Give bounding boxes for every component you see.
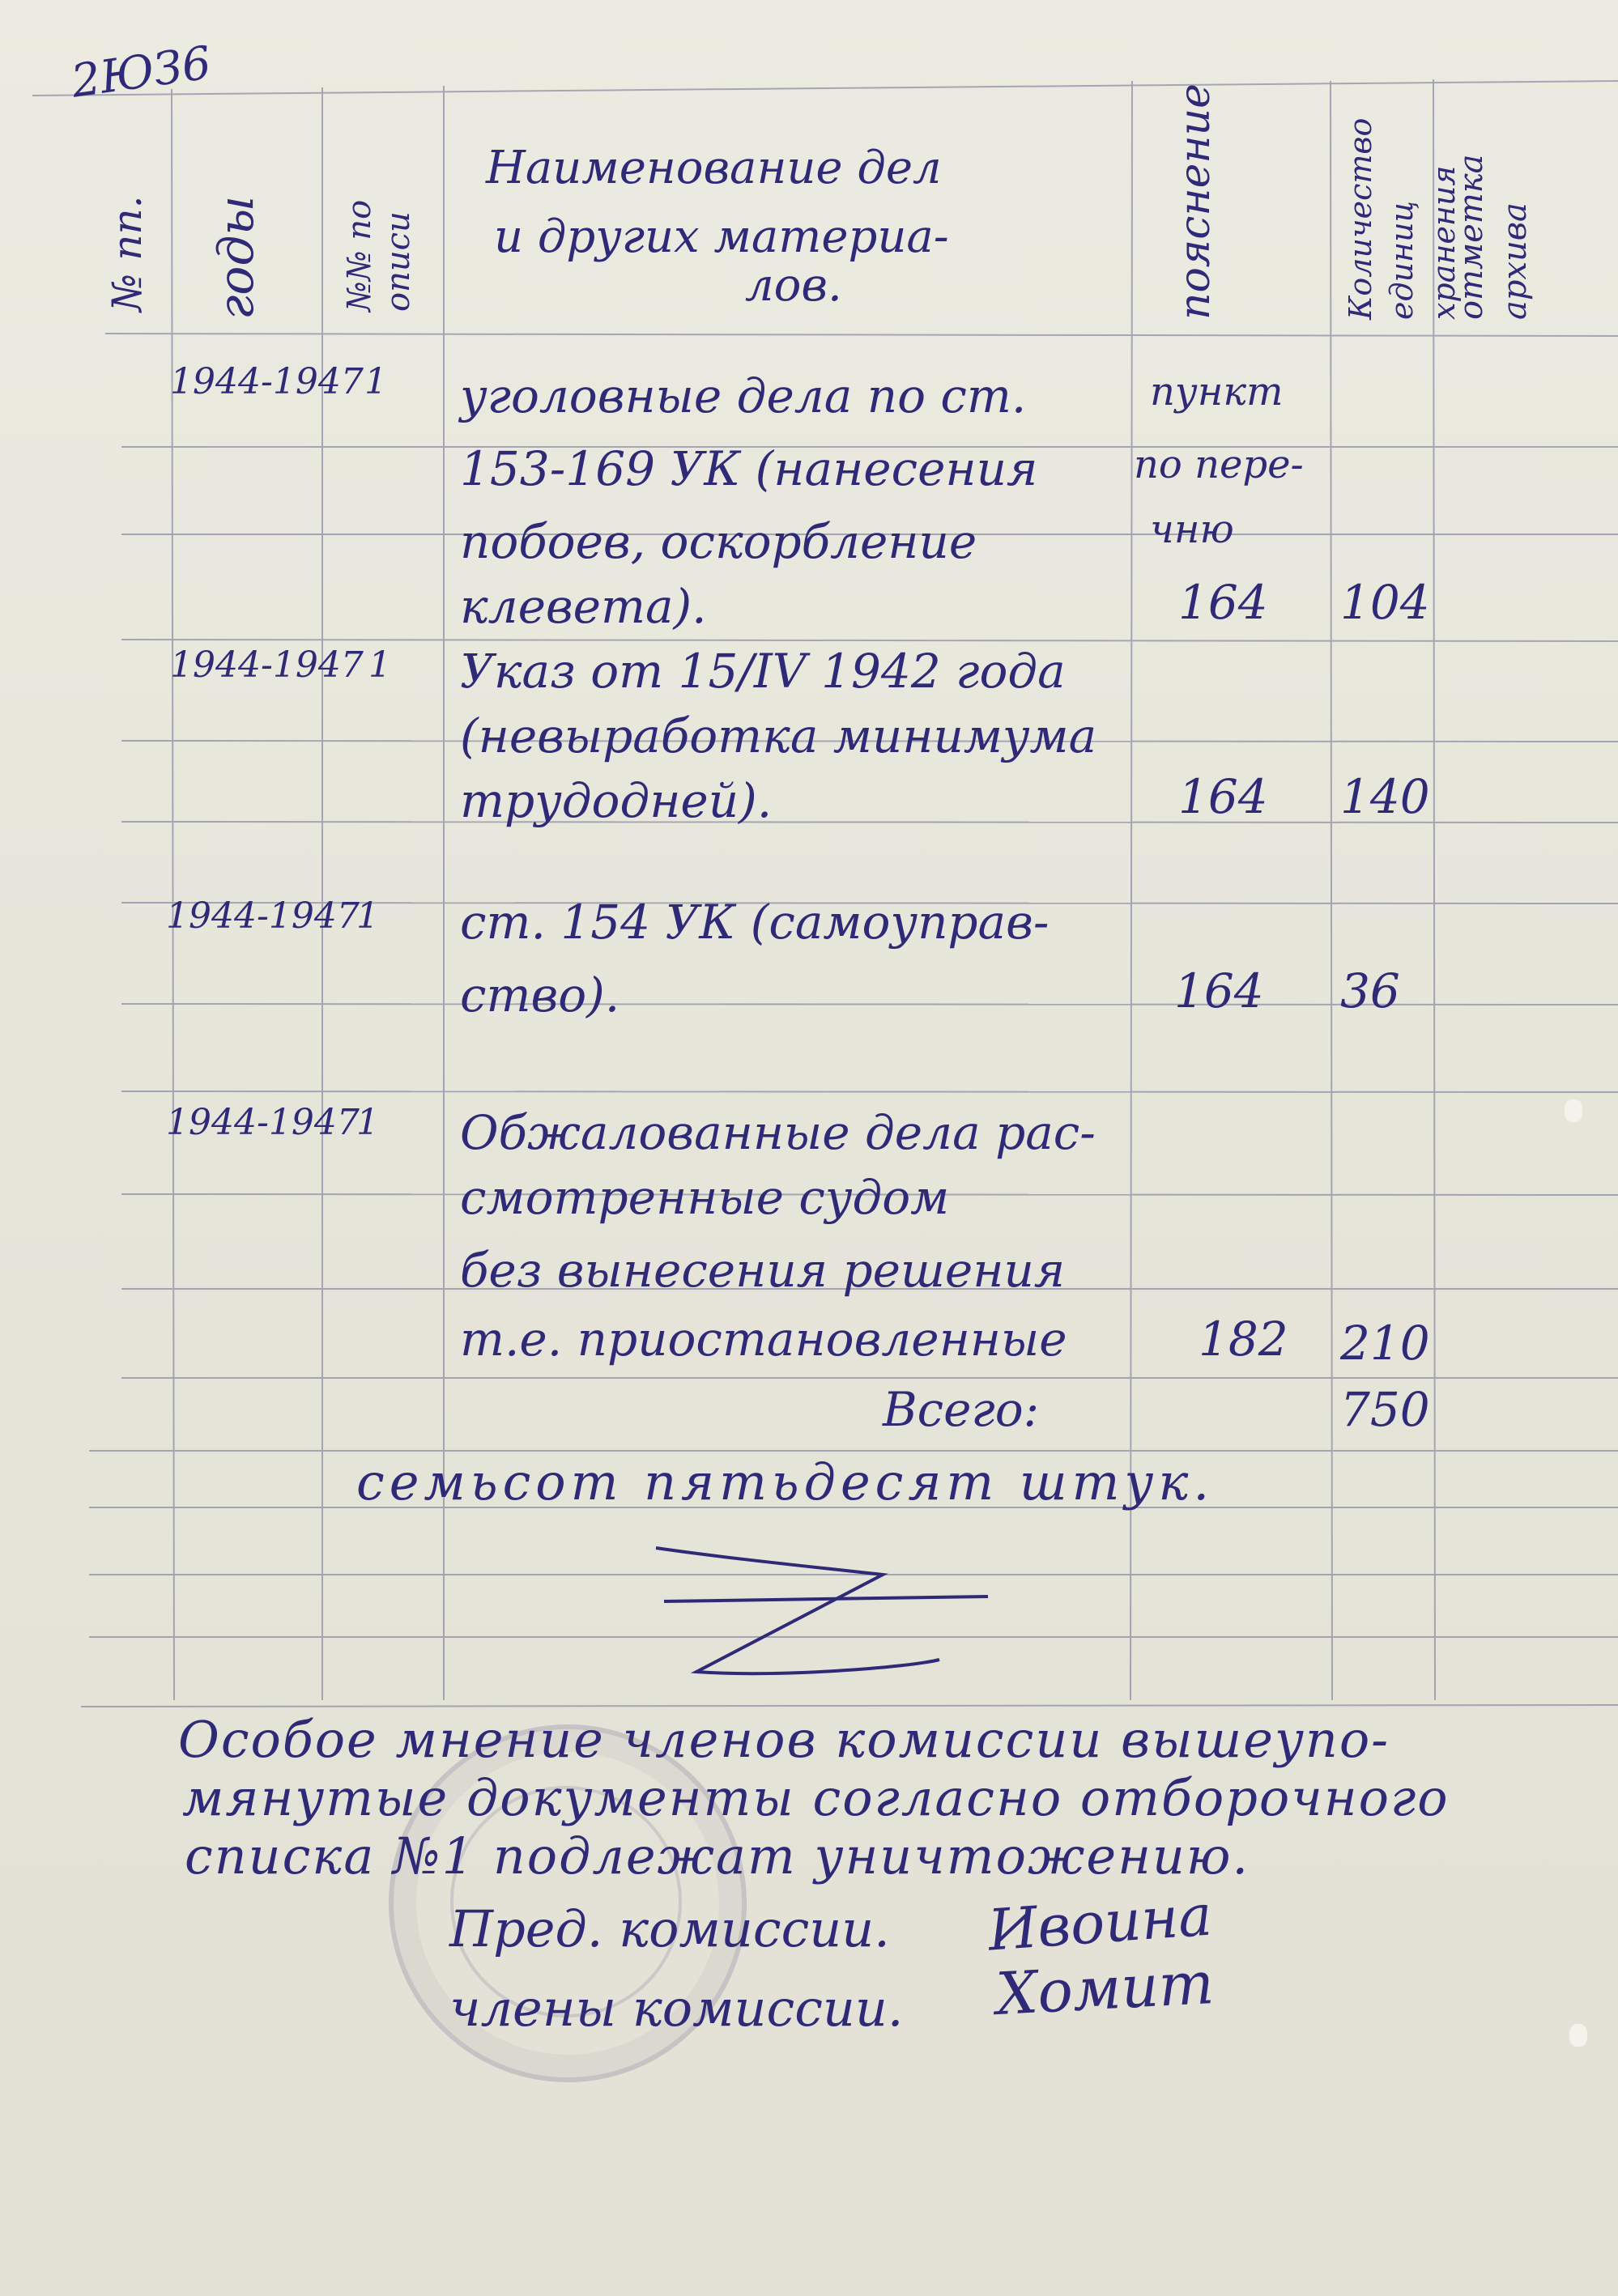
row3-note-code: 164	[1174, 963, 1264, 1018]
header-num: № пп.	[104, 195, 151, 312]
row3-line1: ст. 154 УК (самоуправ-	[460, 895, 1050, 950]
row4-count: 210	[1340, 1316, 1430, 1371]
row3-line2: ство).	[460, 967, 620, 1023]
row3-years: 1944-1947	[166, 895, 360, 937]
row4-line2: смотренные судом	[460, 1170, 950, 1225]
opinion-line3: списка №1 подлежат уничтожению.	[185, 1826, 1250, 1886]
punch-hole	[1569, 2024, 1587, 2047]
row2-note-code: 164	[1178, 769, 1268, 824]
row4-years: 1944-1947	[166, 1102, 360, 1143]
total-in-words: семьсот пятьдесят штук.	[356, 1452, 1215, 1512]
chair-signature: Ивоина	[986, 1881, 1215, 1964]
header-remark: отметка архива	[1453, 154, 1534, 320]
row1-note-line3: чню	[1150, 507, 1234, 552]
row3-inventory: 1	[356, 895, 379, 937]
total-label: Всего:	[883, 1382, 1040, 1437]
members-label: члены комиссии.	[449, 1979, 904, 2038]
members-signature: Хомит	[994, 1949, 1216, 2028]
row2-line2: (невыработка минимума	[460, 708, 1097, 763]
row1-note-line1: пункт	[1150, 369, 1284, 415]
row4-line1: Обжалованные дела рас-	[460, 1105, 1096, 1160]
opinion-line1: Особое мнение членов комиссии вышеупо-	[178, 1710, 1390, 1769]
row2-inventory: 1	[368, 644, 391, 686]
row3-count: 36	[1340, 963, 1400, 1018]
row2-line1: Указ от 15/IV 1942 года	[460, 644, 1066, 699]
opinion-line2: мянутые документы согласно отборочного	[182, 1768, 1450, 1827]
row1-inventory: 1	[364, 361, 387, 402]
header-name-line1: Наименование дел	[486, 142, 942, 194]
row1-note-code: 164	[1178, 575, 1268, 630]
row4-line4: т.е. приостановленные	[460, 1312, 1067, 1367]
row4-note-code: 182	[1199, 1312, 1288, 1367]
header-years: годы	[208, 195, 265, 320]
corner-note: 2ЮЗ6	[68, 36, 215, 108]
row2-years: 1944-1947	[170, 644, 364, 686]
row1-count: 104	[1340, 575, 1430, 630]
punch-hole	[1565, 1099, 1582, 1122]
header-inventory: №№ по описи	[341, 199, 417, 312]
row1-line4: клевета).	[460, 579, 707, 634]
row1-line3: побоев, оскорбление	[460, 514, 977, 569]
header-count: Количество единиц хранения	[1343, 117, 1462, 320]
row2-line3: трудодней).	[460, 773, 773, 828]
total-value: 750	[1340, 1382, 1430, 1437]
row4-inventory: 1	[356, 1102, 379, 1143]
header-name-line2: и других материа-	[494, 210, 949, 263]
row4-line3: без вынесения решения	[460, 1243, 1066, 1298]
row2-count: 140	[1340, 769, 1430, 824]
chair-label: Пред. комиссии.	[449, 1899, 890, 1958]
row1-line1: уголовные дела по ст.	[460, 368, 1027, 423]
header-name-line3: лов.	[745, 259, 842, 312]
row1-line2: 153-169 УК (нанесения	[460, 441, 1038, 496]
row1-note-line2: по пере-	[1134, 442, 1304, 487]
row1-years: 1944-1947	[170, 361, 364, 402]
header-note: пояснение	[1171, 83, 1220, 320]
